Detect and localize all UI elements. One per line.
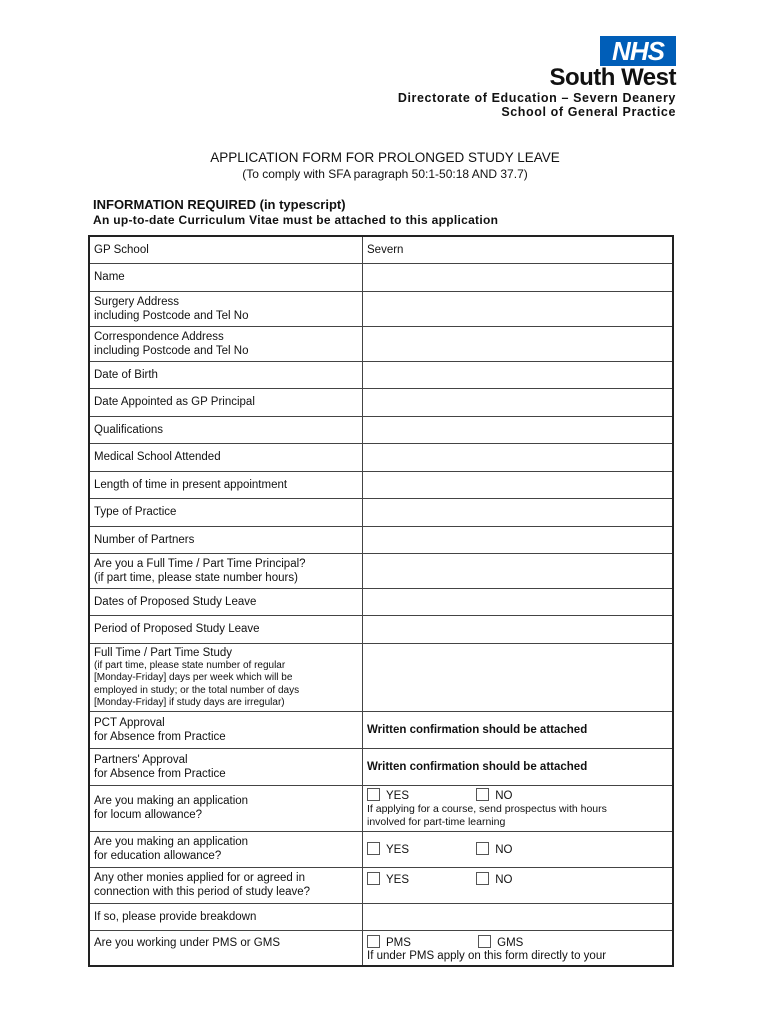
other-monies-no-label: NO xyxy=(495,873,513,886)
table-row xyxy=(89,831,673,867)
table-row xyxy=(89,553,673,588)
partners-approval-label xyxy=(89,748,363,785)
pct-approval-value xyxy=(363,711,674,748)
other-monies-line1: Any other monies applied for or agreed in xyxy=(94,872,305,884)
table-row xyxy=(89,867,673,903)
education-allowance-line1: Are you making an application xyxy=(94,836,249,848)
locum-yes-label: YES xyxy=(386,789,410,802)
locum-no-label: NO xyxy=(495,789,513,802)
partners-approval-value xyxy=(363,748,674,785)
surgery-address-line1: Surgery Address xyxy=(94,295,180,308)
partners-count-label: Number of Partners xyxy=(89,526,363,553)
qualifications-label: Qualifications xyxy=(89,416,363,443)
date-appointed-field[interactable] xyxy=(363,388,674,416)
study-mode-line3: [Monday-Friday] days per week which will be xyxy=(94,672,293,683)
surgery-address-field[interactable] xyxy=(363,291,674,326)
info-heading-suffix: (in typescript) xyxy=(259,197,346,212)
education-yes-checkbox[interactable] xyxy=(367,842,380,855)
partners-approval-line2: for Absence from Practice xyxy=(94,767,226,780)
education-no-checkbox[interactable] xyxy=(476,842,489,855)
correspondence-address-label xyxy=(89,326,363,361)
table-row xyxy=(89,416,673,443)
principal-status-line2: (if part time, please state number hours) xyxy=(94,571,298,584)
gms-checkbox[interactable] xyxy=(478,935,491,948)
education-no-label: NO xyxy=(495,843,513,856)
other-monies-no-checkbox[interactable] xyxy=(476,872,489,885)
principal-status-label xyxy=(89,553,363,588)
pms-option[interactable] xyxy=(367,935,411,950)
other-monies-line2: connection with this period of study leave? xyxy=(94,886,311,898)
locum-note-line2: involved for part-time learning xyxy=(367,815,506,828)
cv-note: An up-to-date Curriculum Vitae must be attached to this application xyxy=(93,213,499,227)
table-row xyxy=(89,588,673,615)
table-row xyxy=(89,498,673,526)
qualifications-field[interactable] xyxy=(363,416,674,443)
table-row xyxy=(89,748,673,785)
partners-approval-line1: Partners' Approval xyxy=(94,753,188,766)
medical-school-field[interactable] xyxy=(363,443,674,471)
principal-status-line1: Are you a Full Time / Part Time Principal? xyxy=(94,557,306,570)
locum-allowance-label xyxy=(89,785,363,831)
length-of-time-field[interactable] xyxy=(363,471,674,498)
locum-note-line1: If applying for a course, send prospectus with hours xyxy=(367,802,607,815)
info-heading-main: INFORMATION REQUIRED xyxy=(93,197,256,212)
period-leave-field[interactable] xyxy=(363,615,674,643)
partners-count-field[interactable] xyxy=(363,526,674,553)
study-mode-line4: employed in study; or the total number of days xyxy=(94,684,300,696)
pms-label: PMS xyxy=(386,936,411,949)
table-row xyxy=(89,903,673,930)
directorate-line: Directorate of Education – Severn Deanery xyxy=(397,91,676,105)
education-no-option[interactable] xyxy=(476,842,512,857)
application-form-table xyxy=(88,235,674,967)
locum-allowance-line2: for locum allowance? xyxy=(94,809,203,821)
form-title: APPLICATION FORM FOR PROLONGED STUDY LEAVE xyxy=(210,150,560,165)
nhs-logo: NHS xyxy=(600,36,676,66)
other-monies-label xyxy=(89,867,363,903)
principal-status-field[interactable] xyxy=(363,553,674,588)
table-row xyxy=(89,326,673,361)
partners-approval-note: Written confirmation should be attached xyxy=(367,760,588,773)
locum-yes-option[interactable] xyxy=(367,788,409,803)
correspondence-address-line2: including Postcode and Tel No xyxy=(94,344,249,357)
correspondence-address-field[interactable] xyxy=(363,326,674,361)
locum-no-checkbox[interactable] xyxy=(476,788,489,801)
table-row xyxy=(89,711,673,748)
practice-type-label: Type of Practice xyxy=(89,498,363,526)
study-mode-label xyxy=(89,643,363,711)
pct-approval-note: Written confirmation should be attached xyxy=(367,723,588,736)
pct-approval-label xyxy=(89,711,363,748)
gms-label: GMS xyxy=(497,936,524,949)
table-row xyxy=(89,361,673,388)
education-allowance-label xyxy=(89,831,363,867)
gms-option[interactable] xyxy=(478,935,523,950)
pms-gms-label: Are you working under PMS or GMS xyxy=(89,930,363,966)
pms-gms-answer xyxy=(363,930,674,966)
table-row xyxy=(89,615,673,643)
dob-label: Date of Birth xyxy=(89,361,363,388)
gp-school-label: GP School xyxy=(89,236,363,263)
surgery-address-line2: including Postcode and Tel No xyxy=(94,309,249,322)
name-field[interactable] xyxy=(363,263,674,291)
table-row xyxy=(89,930,673,966)
table-row xyxy=(89,785,673,831)
surgery-address-label xyxy=(89,291,363,326)
dates-leave-field[interactable] xyxy=(363,588,674,615)
length-of-time-label: Length of time in present appointment xyxy=(89,471,363,498)
breakdown-label: If so, please provide breakdown xyxy=(89,903,363,930)
education-allowance-answer xyxy=(363,831,674,867)
locum-allowance-answer xyxy=(363,785,674,831)
study-mode-line2: (if part time, please state number of regular xyxy=(94,659,286,671)
form-subtitle: (To comply with SFA paragraph 50:1-50:18 AND 37.7) xyxy=(242,167,528,181)
locum-yes-checkbox[interactable] xyxy=(367,788,380,801)
school-line: School of General Practice xyxy=(501,105,676,119)
dates-leave-label: Dates of Proposed Study Leave xyxy=(89,588,363,615)
pms-checkbox[interactable] xyxy=(367,935,380,948)
date-appointed-label: Date Appointed as GP Principal xyxy=(89,388,363,416)
other-monies-yes-label: YES xyxy=(386,873,410,886)
breakdown-field[interactable] xyxy=(363,903,674,930)
education-yes-option[interactable] xyxy=(367,842,409,857)
region-name: South West xyxy=(549,64,676,91)
period-leave-label: Period of Proposed Study Leave xyxy=(89,615,363,643)
info-heading xyxy=(93,197,346,212)
table-row xyxy=(89,443,673,471)
study-mode-line1: Full Time / Part Time Study xyxy=(94,646,233,659)
medical-school-label: Medical School Attended xyxy=(89,443,363,471)
table-row xyxy=(89,263,673,291)
study-mode-line5: [Monday-Friday] if study days are irregular) xyxy=(94,697,285,708)
table-row xyxy=(89,471,673,498)
correspondence-address-line1: Correspondence Address xyxy=(94,330,224,343)
name-label: Name xyxy=(89,263,363,291)
pct-approval-line1: PCT Approval xyxy=(94,716,165,729)
other-monies-answer xyxy=(363,867,674,903)
locum-allowance-line1: Are you making an application xyxy=(94,795,249,807)
pct-approval-line2: for Absence from Practice xyxy=(94,730,226,743)
table-row xyxy=(89,643,673,711)
other-monies-yes-option[interactable] xyxy=(367,872,409,887)
pms-note: If under PMS apply on this form directly to your xyxy=(367,949,607,962)
education-allowance-line2: for education allowance? xyxy=(94,850,222,862)
practice-type-field[interactable] xyxy=(363,498,674,526)
table-row xyxy=(89,526,673,553)
other-monies-no-option[interactable] xyxy=(476,872,512,887)
table-row xyxy=(89,291,673,326)
gp-school-value[interactable]: Severn xyxy=(363,236,674,263)
table-row xyxy=(89,236,673,263)
education-yes-label: YES xyxy=(386,843,410,856)
table-row xyxy=(89,388,673,416)
other-monies-yes-checkbox[interactable] xyxy=(367,872,380,885)
locum-no-option[interactable] xyxy=(476,788,512,803)
dob-field[interactable] xyxy=(363,361,674,388)
study-mode-field[interactable] xyxy=(363,643,674,711)
